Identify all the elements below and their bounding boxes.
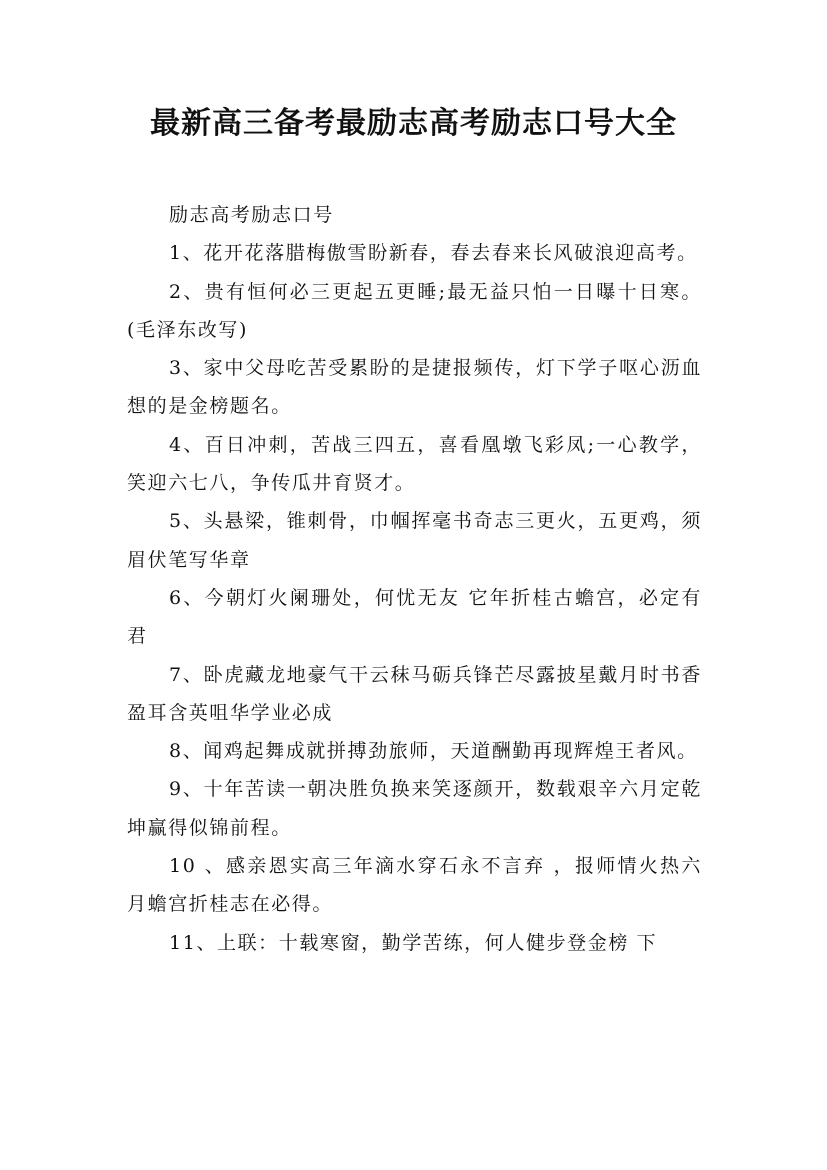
slogan-paragraph: 3、家中父母吃苦受累盼的是捷报频传，灯下学子呕心沥血想的是金榜题名。 — [127, 357, 702, 418]
section-heading: 励志高考励志口号 — [169, 204, 334, 226]
slogan-paragraph: 7、卧虎藏龙地豪气干云秣马砺兵锋芒尽露披星戴月时书香盈耳含英咀华学业必成 — [127, 663, 702, 724]
slogan-paragraph: 8、闻鸡起舞成就拼搏劲旅师，天道酬勤再现辉煌王者风。 — [169, 740, 698, 763]
slogan-paragraph: 11、上联：十载寒窗，勤学苦练，何人健步登金榜 下 — [169, 931, 658, 954]
slogan-paragraph: 10 、感亲恩实高三年滴水穿石永不言弃 ，报师情火热六月蟾宫折桂志在必得。 — [127, 855, 702, 916]
slogan-paragraph: 1、花开花落腊梅傲雪盼新春，春去春来长风破浪迎高考。 — [169, 242, 698, 265]
document-title: 最新高三备考最励志高考励志口号大全 — [150, 106, 677, 141]
slogan-paragraph: 9、十年苦读一朝决胜负换来笑逐颜开，数载艰辛六月定乾坤赢得似锦前程。 — [127, 778, 702, 839]
document-body — [127, 196, 702, 962]
slogan-paragraph: 5、头悬梁，锥刺骨，巾帼挥毫书奇志三更火，五更鸡，须眉伏笔写华章 — [127, 510, 702, 571]
slogan-paragraph: 2、贵有恒何必三更起五更睡;最无益只怕一日曝十日寒。(毛泽东改写) — [127, 280, 702, 341]
slogan-paragraph: 6、今朝灯火阑珊处，何忧无友 它年折桂古蟾宫，必定有君 — [127, 586, 702, 648]
slogan-paragraph: 4、百日冲刺，苦战三四五，喜看凰墩飞彩凤;一心教学，笑迎六七八，争传瓜井育贤才。 — [127, 433, 702, 495]
